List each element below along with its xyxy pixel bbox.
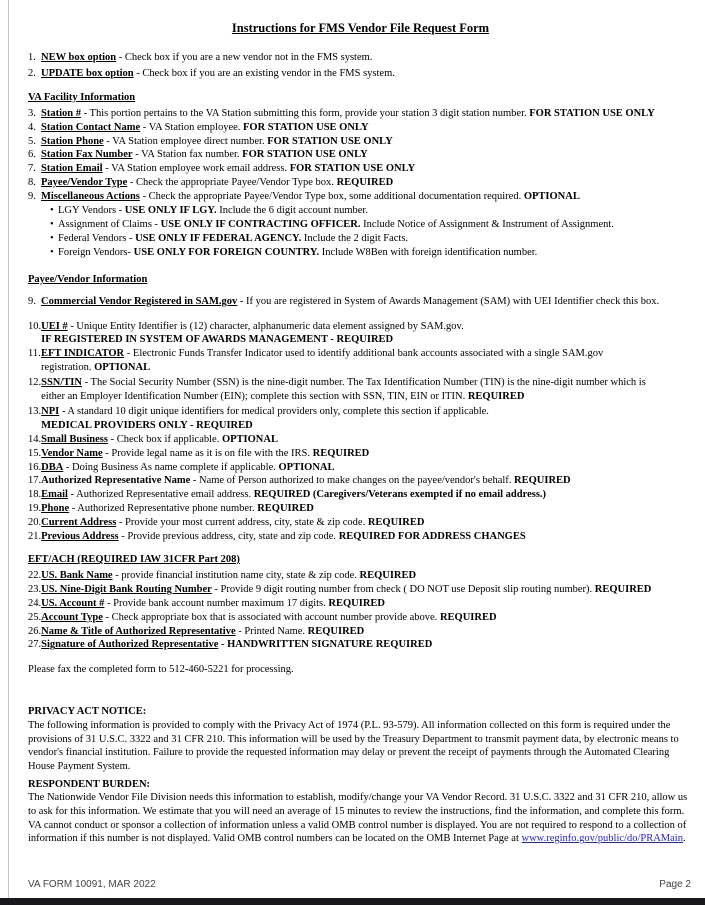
text-segment: REQUIRED xyxy=(594,583,652,595)
text-segment: either an Employer Identification Number (EIN); complete this section with SSN, TIN, EIN or ITIN. xyxy=(41,391,468,403)
item-line xyxy=(41,361,693,375)
item-number: 26. xyxy=(28,625,42,637)
text-segment: Previous Address xyxy=(41,531,119,543)
item-body xyxy=(41,611,693,625)
text-segment: USE ONLY FOR FOREIGN COUNTRY. xyxy=(133,246,320,258)
list-item xyxy=(28,51,693,65)
text-segment: Please fax the completed form to 512-460-5221 for processing. xyxy=(28,664,294,676)
item-number: 3. xyxy=(28,107,36,119)
item-line xyxy=(41,295,693,309)
item-body xyxy=(41,638,693,652)
list-item xyxy=(28,611,693,625)
item-number: 12. xyxy=(28,377,42,389)
item-body xyxy=(41,376,693,404)
text-segment: Small Business xyxy=(41,433,108,445)
item-number: 24. xyxy=(28,597,42,609)
list-item xyxy=(28,320,693,348)
section-heading: VA Facility Information xyxy=(28,91,136,103)
item-body xyxy=(41,295,693,309)
text-segment: Federal Vendors - xyxy=(58,232,136,244)
text-segment: - provide financial institution name city, state & zip code. xyxy=(112,569,360,581)
item-line xyxy=(41,433,693,447)
list-item xyxy=(28,376,693,404)
notice-heading: PRIVACY ACT NOTICE: xyxy=(28,706,147,718)
text-segment: UPDATE box option xyxy=(41,67,134,79)
text-segment: - xyxy=(218,639,228,651)
item-body xyxy=(41,176,693,190)
item-line xyxy=(41,376,693,390)
item-number: 9. xyxy=(28,295,36,307)
item-body xyxy=(41,488,693,502)
bullet-line xyxy=(58,218,693,232)
bullet-icon: • xyxy=(50,205,54,217)
item-line xyxy=(41,176,693,190)
document-content xyxy=(28,20,693,846)
text-segment: FOR STATION USE ONLY xyxy=(267,135,393,147)
item-line xyxy=(41,516,693,530)
list-item xyxy=(28,295,693,309)
item-number: 2. xyxy=(28,67,36,79)
text-segment: FOR STATION USE ONLY xyxy=(243,121,369,133)
list-item xyxy=(28,135,693,149)
item-body xyxy=(41,433,693,447)
list-item xyxy=(28,625,693,639)
text-segment: REQUIRED xyxy=(257,503,314,515)
item-line xyxy=(41,583,693,597)
text-segment: Include W8Ben with foreign identification number. xyxy=(319,246,538,258)
item-body xyxy=(41,583,693,597)
text-segment: NEW box option xyxy=(41,52,117,63)
text-segment: HANDWRITTEN SIGNATURE REQUIRED xyxy=(227,639,433,651)
text-segment: - Doing Business As name complete if applicable. xyxy=(63,461,279,473)
item-line xyxy=(41,333,693,347)
text-segment: - Provide bank account number maximum 17 digits. xyxy=(104,597,329,609)
item-body xyxy=(41,530,693,544)
text-segment: EFT INDICATOR xyxy=(41,348,125,360)
list-item xyxy=(28,176,693,190)
text-segment: OPTIONAL xyxy=(278,461,335,473)
page-number: Page 2 xyxy=(659,879,691,890)
text-segment: Station Contact Name xyxy=(41,121,141,133)
fax-instruction xyxy=(28,663,693,677)
text-segment: Email xyxy=(41,489,68,501)
list-item xyxy=(28,107,693,121)
item-body xyxy=(41,569,693,583)
list-item xyxy=(28,67,693,81)
text-segment: Assignment of Claims - xyxy=(58,218,161,230)
text-segment: US. Account # xyxy=(41,597,105,609)
text-segment: Include Notice of Assignment & Instrument of Assignment. xyxy=(360,218,614,230)
text-segment: REQUIRED xyxy=(336,177,394,189)
item-number: 16. xyxy=(28,461,42,473)
list-item xyxy=(28,405,693,433)
text-segment: USE ONLY IF LGY. xyxy=(124,205,217,217)
item-body xyxy=(41,461,693,475)
page-footer xyxy=(28,879,691,890)
text-segment: OPTIONAL xyxy=(94,362,151,374)
item-body xyxy=(41,447,693,461)
item-number: 22. xyxy=(28,569,42,581)
list-item xyxy=(28,502,693,516)
item-line xyxy=(41,107,693,121)
item-body xyxy=(41,148,693,162)
item-number: 4. xyxy=(28,121,36,133)
item-line xyxy=(41,135,693,149)
item-number: 9. xyxy=(28,191,36,203)
text-segment: - Printed Name. xyxy=(235,625,308,637)
text-segment: - Check box if applicable. xyxy=(107,433,222,445)
text-segment: - Provide your most current address, city, state & zip code. xyxy=(116,517,368,529)
text-segment: REQUIRED xyxy=(367,517,425,529)
text-segment: Payee/Vendor Type xyxy=(41,177,128,189)
text-segment: - Authorized Representative email address. xyxy=(67,489,254,501)
item-line xyxy=(41,474,693,488)
item-number: 6. xyxy=(28,149,36,161)
text-segment: - Check box if you are a new vendor not in the FMS system. xyxy=(116,52,373,63)
text-segment: - Check box if you are an existing vendor in the FMS system. xyxy=(133,67,395,79)
text-segment: DBA xyxy=(41,461,64,473)
bullet-icon: • xyxy=(50,218,54,230)
page-title: Instructions for FMS Vendor File Request Form xyxy=(231,21,490,35)
item-number: 15. xyxy=(28,447,42,459)
list-item xyxy=(28,530,693,544)
item-body xyxy=(41,405,693,433)
list-item xyxy=(28,447,693,461)
item-line xyxy=(41,67,693,81)
item-number: 25. xyxy=(28,611,42,623)
bullet-line xyxy=(58,232,693,246)
text-segment: OPTIONAL xyxy=(221,433,278,445)
item-body xyxy=(41,474,693,488)
bottom-bar xyxy=(0,898,705,905)
text-segment: Current Address xyxy=(41,517,117,529)
list-item xyxy=(28,433,693,447)
item-number: 18. xyxy=(28,489,42,501)
text-segment: - If you are registered in System of Awards Management (SAM) with UEI Identifier check this box. xyxy=(237,295,660,307)
text-segment: REQUIRED xyxy=(307,625,365,637)
bullet-icon: • xyxy=(50,246,54,258)
item-body xyxy=(41,502,693,516)
text-segment: Station Email xyxy=(41,163,103,175)
item-body xyxy=(41,347,693,375)
item-body xyxy=(41,67,693,81)
list-item xyxy=(28,583,693,597)
text-segment: REQUIRED xyxy=(514,475,571,487)
item-body xyxy=(41,162,693,176)
item-number: 13. xyxy=(28,405,42,417)
item-line xyxy=(41,162,693,176)
text-segment: - Check the appropriate Payee/Vendor Type box, some additional documentation required. xyxy=(139,191,524,203)
item-line xyxy=(41,488,693,502)
text-segment: - Electronic Funds Transfer Indicator used to identify additional bank accounts associated with a single SAM.gov xyxy=(124,348,604,360)
text-segment: - Check the appropriate Payee/Vendor Type box. xyxy=(127,177,337,189)
text-segment: US. Nine-Digit Bank Routing Number xyxy=(41,583,212,595)
list-item xyxy=(28,347,693,375)
section-heading: Payee/Vendor Information xyxy=(28,273,148,285)
list-item xyxy=(28,461,693,475)
item-line xyxy=(41,530,693,544)
section-heading: EFT/ACH (REQUIRED IAW 31CFR Part 208) xyxy=(28,554,240,565)
text-segment: FOR STATION USE ONLY xyxy=(529,107,655,119)
instructions-body xyxy=(28,51,693,846)
item-line xyxy=(41,190,693,204)
item-number: 1. xyxy=(28,52,36,63)
item-line xyxy=(41,51,693,65)
form-number: VA FORM 10091, MAR 2022 xyxy=(28,879,156,890)
text-segment: The following information is provided to comply with the Privacy Act of 1974 (P.L. 93-579). All information collected on this form is required under the provisions of 31 U.S.C. 3322 and 31 CFR 210. This information will be used by the Treasury Department to transmit payment data, by electronic means to vendor's financial institution. Failure to provide the requested information may delay or prevent the receipt of payments through the Automated Clearing House Payment System. xyxy=(28,720,679,772)
text-segment: - Provide legal name as it is on file with the IRS. xyxy=(102,447,313,459)
bullet-icon: • xyxy=(50,232,54,244)
list-item xyxy=(28,597,693,611)
bullet-item xyxy=(28,232,693,246)
item-number: 23. xyxy=(28,583,42,595)
item-body xyxy=(41,121,693,135)
text-segment: . xyxy=(682,833,686,845)
text-segment: USE ONLY IF CONTRACTING OFFICER. xyxy=(160,218,361,230)
item-body xyxy=(41,320,693,348)
item-line xyxy=(41,320,693,334)
text-segment: Include the 6 digit account number. xyxy=(216,205,368,217)
bullet-line xyxy=(58,204,693,218)
text-segment: REQUIRED (Caregivers/Veterans exempted if no email address.) xyxy=(253,489,547,501)
text-segment: Commercial Vendor Registered in SAM.gov xyxy=(41,295,238,307)
text-segment: Authorized Representative Name xyxy=(41,475,191,487)
text-segment: registration. xyxy=(41,362,95,374)
item-body xyxy=(41,51,693,65)
text-segment: SSN/TIN xyxy=(41,377,82,389)
text-segment: Signature of Authorized Representative xyxy=(41,639,219,651)
text-segment: Name & Title of Authorized Representative xyxy=(41,625,236,637)
bullet-line xyxy=(58,246,693,260)
text-segment: Station Fax Number xyxy=(41,149,133,161)
item-body xyxy=(41,135,693,149)
item-line xyxy=(41,625,693,639)
item-line xyxy=(41,347,693,361)
text-segment: - The Social Security Number (SSN) is the nine-digit number. The Tax Identification Number (TIN) is the nine-digit number which is xyxy=(81,377,646,389)
item-line xyxy=(41,419,693,433)
text-segment: FOR STATION USE ONLY xyxy=(242,149,368,161)
item-line xyxy=(41,405,693,419)
reginfo-link[interactable]: www.reginfo.gov/public/do/PRAMain xyxy=(521,833,683,845)
item-body xyxy=(41,625,693,639)
text-segment: - Provide 9 digit routing number from check ( DO NOT use Deposit slip routing number). xyxy=(211,583,595,595)
text-segment: - A standard 10 digit unique identifiers for medical providers only, complete this section if applicable. xyxy=(59,405,489,417)
text-segment: - This portion pertains to the VA Station submitting this form, provide your station 3 digit station number. xyxy=(80,107,530,119)
text-segment: REQUIRED FOR ADDRESS CHANGES xyxy=(338,531,526,543)
text-segment: Vendor Name xyxy=(41,447,103,459)
item-line xyxy=(41,502,693,516)
text-segment: LGY Vendors - xyxy=(58,205,125,217)
notice-heading: RESPONDENT BURDEN: xyxy=(28,778,151,790)
item-line xyxy=(41,447,693,461)
notice-paragraph xyxy=(28,791,693,845)
page-left-edge xyxy=(8,0,9,898)
bullet-item xyxy=(28,204,693,218)
item-number: 20. xyxy=(28,517,42,529)
text-segment: - Check appropriate box that is associated with account number provide above. xyxy=(102,611,440,623)
bullet-item xyxy=(28,218,693,232)
notice-paragraph xyxy=(28,719,693,773)
item-line xyxy=(41,121,693,135)
text-segment: Station Phone xyxy=(41,135,104,147)
list-item xyxy=(28,516,693,530)
list-item xyxy=(28,638,693,652)
text-segment: - Authorized Representative phone number. xyxy=(69,503,258,515)
item-number: 14. xyxy=(28,433,42,445)
text-segment: NPI xyxy=(41,405,60,417)
text-segment: Phone xyxy=(41,503,70,515)
text-segment: MEDICAL PROVIDERS ONLY - REQUIRED xyxy=(41,419,253,431)
text-segment: USE ONLY IF FEDERAL AGENCY. xyxy=(135,232,302,244)
text-segment: US. Bank Name xyxy=(41,569,113,581)
text-segment: - VA Station employee direct number. xyxy=(103,135,268,147)
text-segment: - Name of Person authorized to make changes on the payee/vendor's behalf. xyxy=(190,475,515,487)
item-line xyxy=(41,597,693,611)
text-segment: FOR STATION USE ONLY xyxy=(289,163,416,175)
item-line xyxy=(41,611,693,625)
item-body xyxy=(41,597,693,611)
bullet-item xyxy=(28,246,693,260)
item-line xyxy=(41,148,693,162)
item-number: 27. xyxy=(28,639,42,651)
text-segment: Foreign Vendors- xyxy=(58,246,134,258)
text-segment: REQUIRED xyxy=(312,447,370,459)
item-line xyxy=(41,390,693,404)
item-number: 21. xyxy=(28,531,42,543)
item-number: 5. xyxy=(28,135,36,147)
item-body xyxy=(41,190,693,204)
item-line xyxy=(41,461,693,475)
list-item xyxy=(28,569,693,583)
text-segment: - Provide previous address, city, state and zip code. xyxy=(118,531,339,543)
list-item xyxy=(28,190,693,204)
item-number: 10. xyxy=(28,320,42,332)
item-number: 11. xyxy=(28,348,41,360)
text-segment: - VA Station employee work email address. xyxy=(102,163,290,175)
item-number: 8. xyxy=(28,177,36,189)
text-segment: - Unique Entity Identifier is (12) character, alphanumeric data element assigned by SAM.gov. xyxy=(67,320,464,332)
text-segment: - VA Station employee. xyxy=(140,121,244,133)
text-segment: IF REGISTERED IN SYSTEM OF AWARDS MANAGEMENT - REQUIRED xyxy=(41,334,394,346)
item-number: 7. xyxy=(28,163,36,175)
text-segment: - VA Station fax number. xyxy=(132,149,243,161)
list-item xyxy=(28,474,693,488)
item-body xyxy=(41,516,693,530)
list-item xyxy=(28,121,693,135)
item-number: 19. xyxy=(28,503,42,515)
text-segment: The Nationwide Vendor File Division needs this information to establish, modify/change your VA Vendor Record. 31 U.S.C. 3322 and 31 CFR 210, allow us to ask for this information. We estimate that you will need an average of 15 minutes to review the instructions, find the information, and complete this form. VA cannot conduct or sponsor a collection of information unless a valid OMB control number is displayed. You are not required to respond to a collection of information if this number is not displayed. Valid OMB control numbers can be located on the OMB Internet Page at xyxy=(28,792,688,845)
text-segment: Station # xyxy=(41,107,81,119)
text-segment: REQUIRED xyxy=(328,597,385,609)
item-line xyxy=(41,569,693,583)
text-segment: UEI # xyxy=(41,320,68,332)
item-line xyxy=(41,638,693,652)
text-segment: OPTIONAL xyxy=(523,191,580,203)
item-body xyxy=(41,107,693,121)
item-number: 17. xyxy=(28,475,42,487)
list-item xyxy=(28,162,693,176)
text-segment: REQUIRED xyxy=(359,569,417,581)
text-segment: REQUIRED xyxy=(439,611,497,623)
list-item xyxy=(28,488,693,502)
text-segment: Account Type xyxy=(41,611,103,623)
text-segment: REQUIRED xyxy=(467,391,525,403)
text-segment: Include the 2 digit Facts. xyxy=(301,232,409,244)
text-segment: Miscellaneous Actions xyxy=(41,191,140,203)
list-item xyxy=(28,148,693,162)
